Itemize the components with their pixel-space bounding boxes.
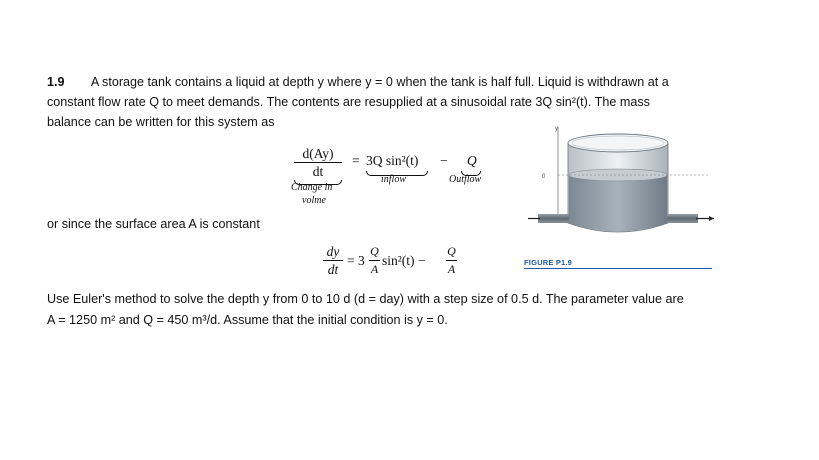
eq2-f1-numerator: Q bbox=[370, 244, 379, 258]
eq1-lhs-numerator: d(Ay) bbox=[302, 146, 334, 161]
eq2-f2-denominator: A bbox=[447, 262, 456, 276]
eq2-fraction-q-over-a-2 bbox=[446, 244, 457, 277]
zero-level-label: 0 bbox=[542, 174, 546, 180]
y-axis-label: y bbox=[555, 126, 558, 132]
problem-line-1-text: A storage tank contains a liquid at depth y where y = 0 when the tank is half full. Liquid is withdrawn at a bbox=[90, 75, 669, 89]
problem-number: 1.9 bbox=[47, 75, 65, 89]
eq1-label-change-in: Change in bbox=[291, 182, 333, 193]
eq1-lhs-fraction bbox=[294, 146, 342, 179]
eq2-lhs-denominator: dt bbox=[327, 262, 339, 277]
figure-caption: FIGURE P1.9 bbox=[524, 258, 573, 267]
eq1-outflow-term: Q bbox=[467, 153, 477, 168]
eq1-minus: − bbox=[440, 153, 448, 168]
problem-line-3: balance can be written for this system as bbox=[47, 115, 275, 129]
problem-line-5: Use Euler's method to solve the depth y from 0 to 10 d (d = day) with a step size of 0.5 d. The parameter value are bbox=[47, 292, 684, 306]
eq1-label-outflow: Outflow bbox=[449, 174, 482, 185]
eq1-inflow-term: 3Q sin²(t) bbox=[366, 153, 419, 168]
eq1-label-volme: volme bbox=[302, 195, 326, 206]
eq2-f2-numerator: Q bbox=[447, 244, 456, 258]
eq1-equals: = bbox=[352, 153, 360, 168]
eq2-lhs-fraction bbox=[323, 244, 343, 277]
eq2-f1-denominator: A bbox=[370, 262, 379, 276]
y-axis bbox=[542, 126, 558, 218]
eq2-lhs-numerator: dy bbox=[326, 244, 340, 259]
problem-line-1 bbox=[47, 75, 669, 89]
eq2-fraction-q-over-a-1 bbox=[369, 244, 380, 277]
eq2-equals-three: = 3 bbox=[347, 253, 365, 268]
eq2-sin-term: sin²(t) − bbox=[382, 253, 426, 268]
problem-line-6: A = 1250 m² and Q = 450 m³/d. Assume that the initial condition is y = 0. bbox=[47, 313, 448, 327]
eq1-lhs-denominator: dt bbox=[312, 164, 324, 179]
eq1-label-inflow: inflow bbox=[381, 174, 407, 185]
problem-line-2: constant flow rate Q to meet demands. The contents are resupplied at a sinusoidal rate 3Q sin²(t). The mass bbox=[47, 95, 650, 109]
problem-line-4: or since the surface area A is constant bbox=[47, 217, 260, 231]
figure-tank-illustration bbox=[528, 123, 718, 255]
tank-icon bbox=[568, 134, 668, 232]
figure-caption-rule bbox=[524, 268, 712, 269]
